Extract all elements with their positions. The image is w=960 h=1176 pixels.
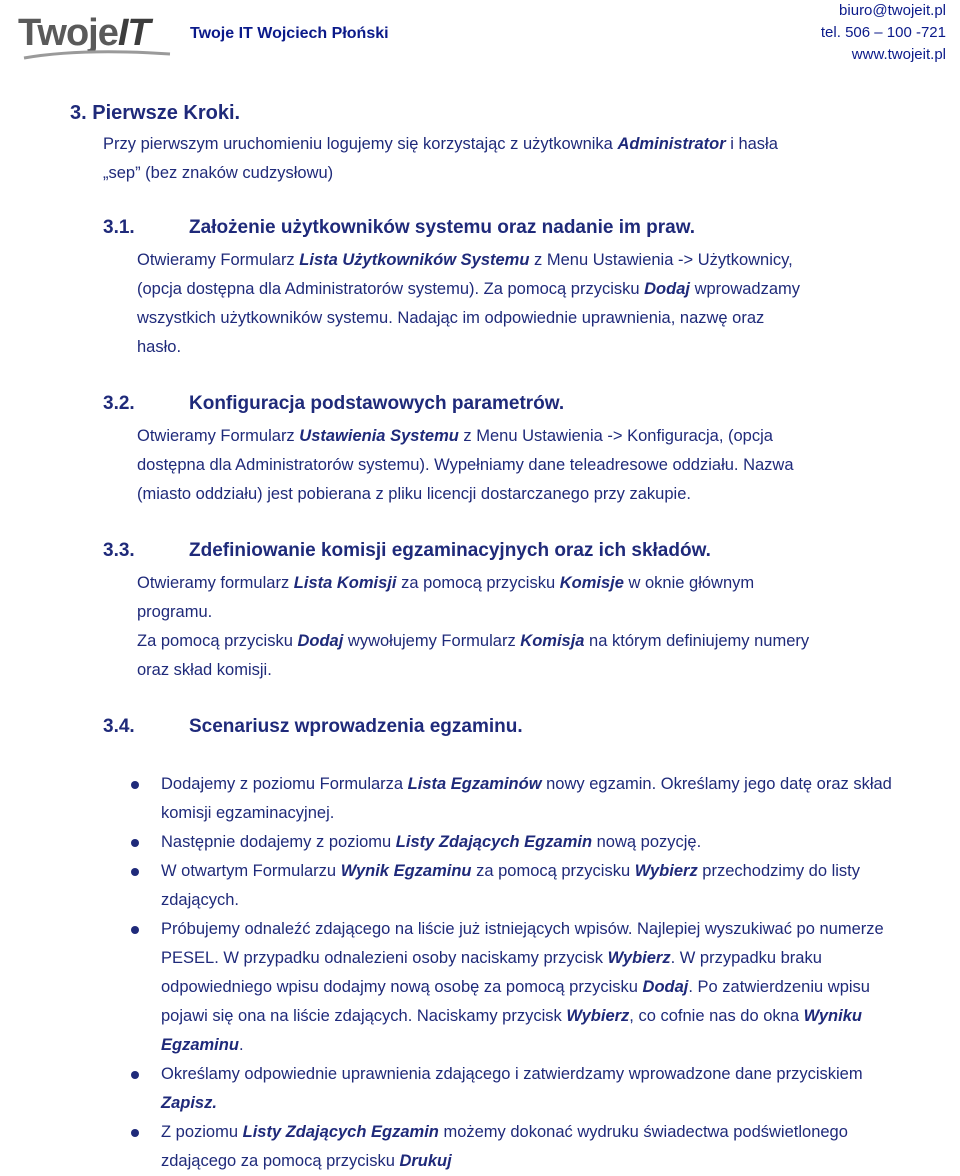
paragraph-3-2: Otwieramy Formularz Ustawienia Systemu z Menu Ustawienia -> Konfiguracja, (opcja dostępna dla Administratorów systemu). Wypełniamy dane teleadresowe oddziału. Nazwa (miasto oddziału) jest pobierana z pliku licencji dostarczanego przy zakupie. — [137, 427, 794, 503]
contact-website[interactable]: www.twojeit.pl — [851, 46, 946, 63]
paragraph-3-3: Otwieramy formularz Lista Komisji za pomocą przycisku Komisje w oknie głównym programu. Za pomocą przycisku Dodaj wywołujemy Formularz Komisja na którym definiujemy numery oraz skład komisji. — [137, 574, 810, 679]
heading-3-1: 3.1. Założenie użytkowników systemu oraz nadanie im praw. — [103, 217, 696, 238]
logo-wordmark: TwojeIT — [18, 12, 150, 54]
bullet-icon — [131, 1129, 139, 1137]
list-item: Próbujemy odnaleźć zdającego na liście już istniejących wpisów. Najlepiej wyszukiwać po numerze PESEL. W przypadku odnalezieni osoby naciskamy przycisk Wybierz. W przypadku braku odpowiedniego wpisu dodajmy nową osobę za pomocą przycisku Dodaj. Po zatwierdzeniu wpisu pojawi się ona na liście zdających. Naciskamy przycisk Wybierz, co cofnie nas do okna Wyniku Egzaminu. — [103, 915, 903, 1060]
scenario-bullet-list — [103, 770, 903, 1176]
paragraph-3-1: Otwieramy Formularz Lista Użytkowników Systemu z Menu Ustawienia -> Użytkownicy, (opcja dostępna dla Administratorów systemu). Za pomocą przycisku Dodaj wprowadzamy wszystkich użytkowników systemu. Nadając im odpowiednie uprawnienia, nazwę oraz hasło. — [137, 251, 801, 356]
first-steps-paragraph: Przy pierwszym uruchomieniu logujemy się korzystając z użytkownika Administrator i hasła „sep” (bez znaków cudzysłowu) — [103, 135, 778, 182]
list-item: Następnie dodajemy z poziomu Listy Zdających Egzamin nową pozycję. — [103, 828, 903, 857]
heading-3-3: 3.3. Zdefiniowanie komisji egzaminacyjnych oraz ich składów. — [103, 540, 711, 561]
list-item: Dodajemy z poziomu Formularza Lista Egzaminów nowy egzamin. Określamy jego datę oraz skład komisji egzaminacyjnej. — [103, 770, 903, 828]
contact-phone: tel. 506 – 100 -721 — [820, 24, 946, 41]
bullet-icon — [131, 1071, 139, 1079]
heading-3-4: 3.4. Scenariusz wprowadzenia egzaminu. — [103, 716, 523, 737]
list-item: W otwartym Formularzu Wynik Egzaminu za pomocą przycisku Wybierz przechodzimy do listy zdających. — [103, 857, 903, 915]
company-name: Twoje IT Wojciech Płoński — [190, 25, 389, 42]
section-title-first-steps: 3. Pierwsze Kroki. — [70, 102, 241, 124]
page-header — [0, 0, 960, 80]
bullet-icon — [131, 926, 139, 934]
heading-3-2: 3.2. Konfiguracja podstawowych parametrów. — [103, 393, 565, 414]
contact-block — [821, 0, 946, 66]
bullet-icon — [131, 868, 139, 876]
bullet-icon — [131, 839, 139, 847]
company-logo — [18, 10, 176, 62]
list-item: Z poziomu Listy Zdających Egzamin możemy dokonać wydruku świadectwa podświetlonego zdającego za pomocą przycisku Drukuj — [103, 1118, 903, 1176]
list-item: Określamy odpowiednie uprawnienia zdającego i zatwierdzamy wprowadzone dane przyciskiem Zapisz. — [103, 1060, 903, 1118]
bullet-icon — [131, 781, 139, 789]
contact-email[interactable]: biuro@twojeit.pl — [839, 2, 946, 19]
logo-swoosh-icon — [22, 48, 172, 62]
